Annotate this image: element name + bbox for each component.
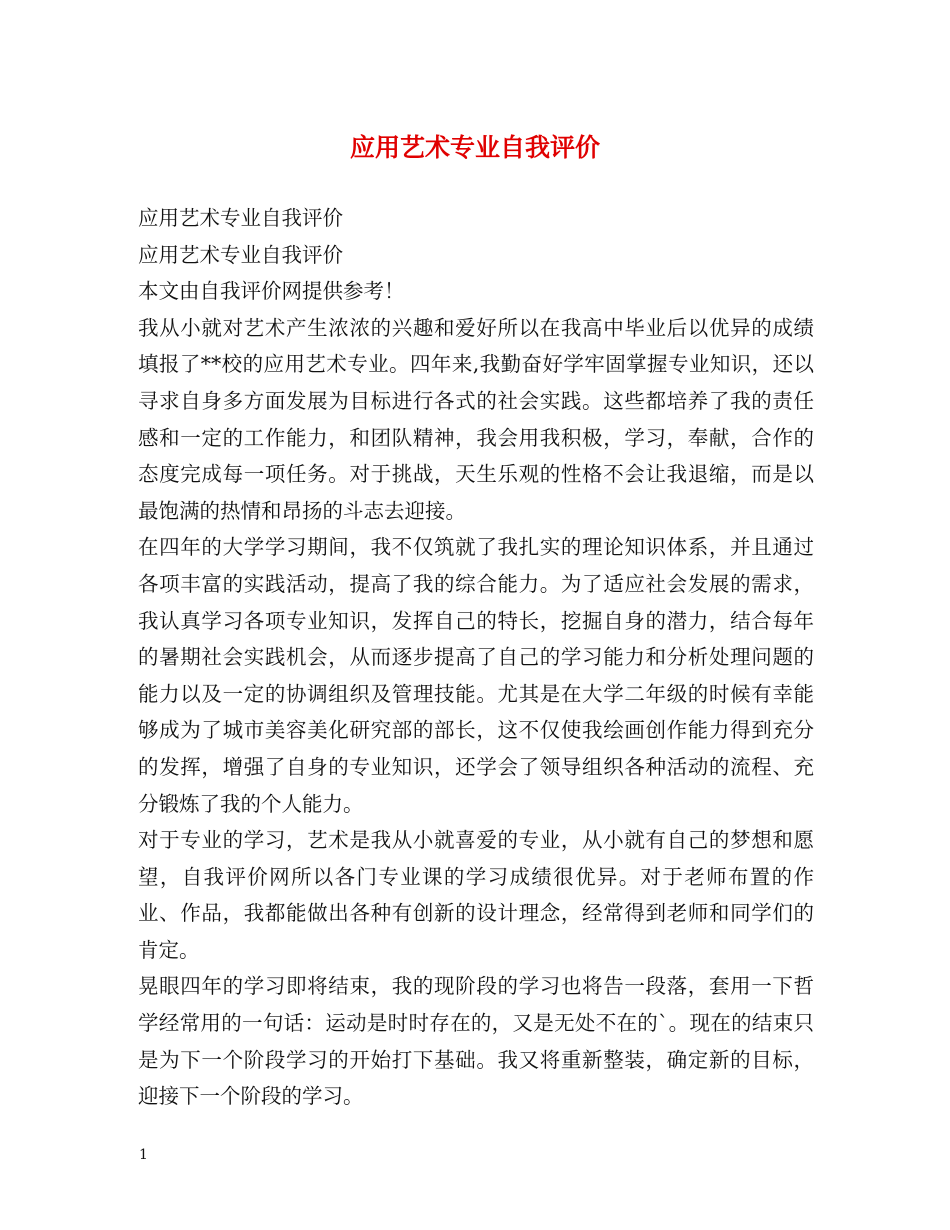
heading-line: 应用艺术专业自我评价 [138,242,343,267]
document-body [138,200,814,1115]
document-title: 应用艺术专业自我评价 [349,133,600,162]
heading-line: 应用艺术专业自我评价 [138,206,343,230]
paragraph: 晃眼四年的学习即将结束，我的现阶段的学习也将告一段落，套用一下哲学经常用的一句话：运动是时时存在的，又是无处不在的`。现在的结束只是为下一个阶段学习的开始打下基础。我又将重新整装，确定新的目标，迎接下一个阶段的学习。 [138,974,814,1109]
source-note: 本文由自我评价网提供参考！ [138,279,405,304]
paragraph: 在四年的大学学习期间，我不仅筑就了我扎实的理论知识体系，并且通过各项丰富的实践活动，提高了我的综合能力。为了适应社会发展的需求，我认真学习各项专业知识，发挥自己的特长，挖掘自身的潜力，结合每年的暑期社会实践机会，从而逐步提高了自己的学习能力和分析处理问题的能力以及一定的协调组织及管理技能。尤其是在大学二年级的时候有幸能够成为了城市美容美化研究部的部长，这不仅使我绘画创作能力得到充分的发挥，增强了自身的专业知识，还学会了领导组织各种活动的流程、充分锻炼了我的个人能力。 [138,535,814,816]
paragraph: 我从小就对艺术产生浓浓的兴趣和爱好所以在我高中毕业后以优异的成绩填报了**校的应用艺术专业。四年来,我勤奋好学牢固掌握专业知识，还以寻求自身多方面发展为目标进行各式的社会实践。这些都培养了我的责任感和一定的工作能力，和团队精神，我会用我积极，学习，奉献，合作的态度完成每一项任务。对于挑战，天生乐观的性格不会让我退缩，而是以最饱满的热情和昂扬的斗志去迎接。 [138,315,814,523]
page-number: 1 [139,1147,148,1163]
paragraph: 对于专业的学习，艺术是我从小就喜爱的专业，从小就有自己的梦想和愿望，自我评价网所以各门专业课的学习成绩很优异。对于老师布置的作业、作品，我都能做出各种有创新的设计理念，经常得到老师和同学们的肯定。 [138,828,814,962]
